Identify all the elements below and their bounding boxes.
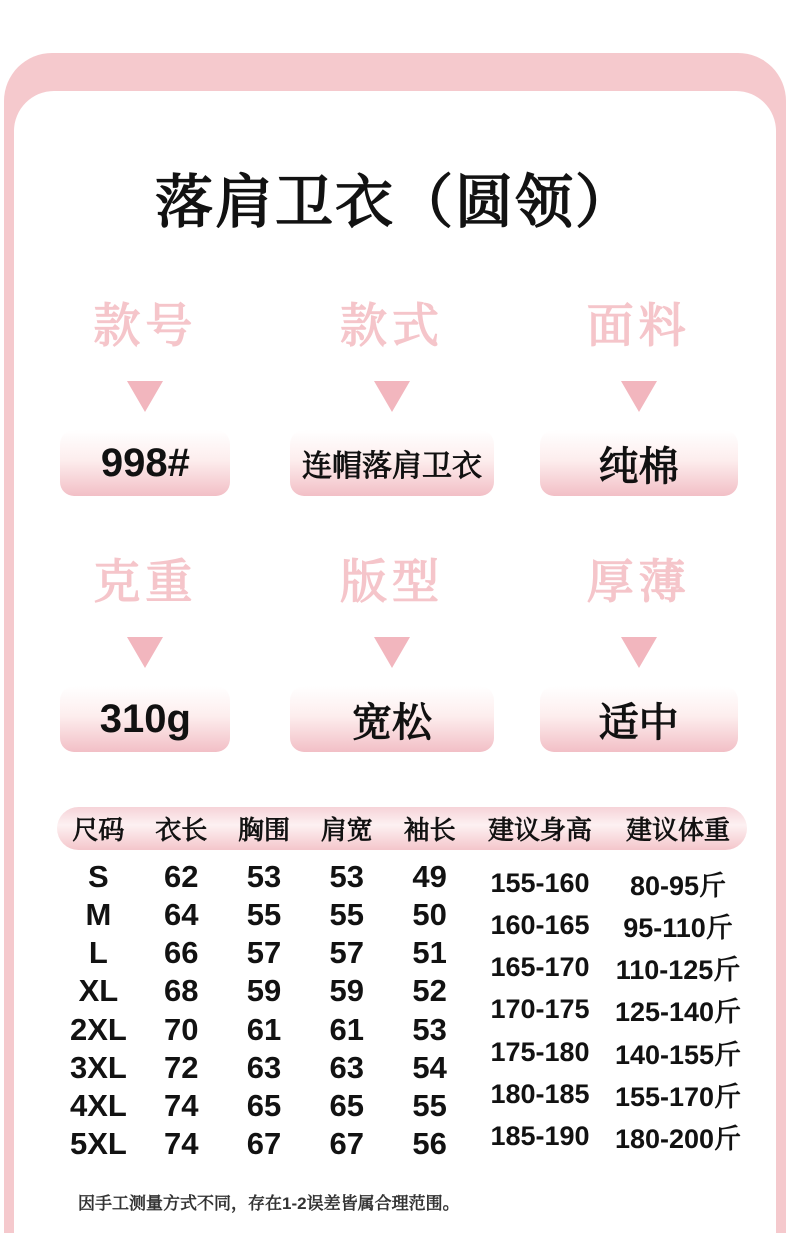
shoulder-cell: 57	[329, 935, 365, 971]
attribute-row-1	[14, 289, 776, 496]
length-cell: 74	[163, 1087, 199, 1123]
suggested-weight-cell: 110-125斤	[615, 955, 741, 986]
suggestion-row	[471, 1117, 747, 1156]
attribute-label: 面料	[586, 299, 691, 352]
page-title: 落肩卫衣（圆领）	[154, 170, 635, 235]
attribute-value-pill: 适中	[540, 686, 738, 752]
suggested-height-cell: 180-185	[490, 1078, 590, 1109]
bust-cell: 53	[246, 859, 282, 894]
table-row	[57, 1126, 471, 1162]
suggested-weight-cell: 140-155斤	[614, 1039, 742, 1070]
suggested-weight-cell: 95-110斤	[623, 913, 733, 944]
header-cell-suggested-weight: 建议体重	[625, 815, 730, 845]
size-cell: L	[88, 935, 108, 971]
attribute-label: 款号	[93, 299, 198, 352]
shoulder-cell: 61	[329, 1011, 365, 1047]
down-arrow-icon	[374, 637, 410, 668]
sleeve-cell: 51	[412, 935, 447, 971]
suggestion-row	[471, 990, 747, 1029]
attribute-value-pill: 998#	[60, 430, 230, 496]
bust-cell: 67	[246, 1125, 282, 1161]
table-row	[57, 859, 471, 895]
measurement-note: 因手工测量方式不同，存在1-2误差皆属合理范围。	[78, 1194, 460, 1213]
sleeve-cell: 49	[412, 859, 447, 894]
attribute-style	[269, 289, 516, 496]
attribute-value-pill: 连帽落肩卫衣	[290, 430, 494, 496]
length-cell: 64	[163, 897, 199, 933]
length-cell: 74	[163, 1125, 199, 1161]
size-cell: XL	[78, 973, 119, 1009]
attribute-value-pill: 宽松	[290, 686, 494, 752]
sleeve-cell: 52	[412, 973, 447, 1009]
suggested-height-cell: 165-170	[490, 952, 590, 983]
shoulder-cell: 67	[329, 1125, 365, 1161]
suggested-weight-cell: 125-140斤	[614, 997, 742, 1028]
bust-cell: 57	[246, 935, 282, 971]
shoulder-cell: 53	[329, 859, 365, 894]
table-row	[57, 897, 471, 933]
table-row	[57, 1012, 471, 1048]
size-cell: S	[88, 859, 109, 894]
attribute-value-pill: 纯棉	[540, 430, 738, 496]
size-table-body	[57, 856, 747, 1168]
size-table	[57, 807, 747, 1168]
bust-cell: 63	[246, 1049, 282, 1085]
size-cell: 2XL	[69, 1011, 127, 1047]
size-cell: M	[85, 897, 112, 933]
down-arrow-icon	[374, 381, 410, 412]
pink-background-panel	[4, 53, 786, 1233]
suggested-height-cell: 185-190	[490, 1120, 590, 1151]
attribute-fabric	[515, 289, 762, 496]
suggested-height-cell: 160-165	[490, 910, 590, 941]
table-row	[57, 1050, 471, 1086]
attribute-thickness	[515, 545, 762, 752]
attribute-label: 克重	[93, 555, 198, 608]
header-cell-size: 尺码	[72, 815, 125, 845]
down-arrow-icon	[127, 381, 163, 412]
attribute-row-2	[14, 545, 776, 752]
length-cell: 70	[163, 1011, 199, 1047]
table-row	[57, 973, 471, 1009]
header-cell-length: 衣长	[155, 815, 208, 845]
attribute-label: 版型	[340, 555, 444, 608]
suggestion-row	[471, 1033, 747, 1072]
sleeve-cell: 53	[412, 1011, 447, 1047]
suggested-weight-cell: 180-200斤	[614, 1123, 742, 1154]
bust-cell: 61	[246, 1011, 282, 1047]
suggestion-row	[471, 1075, 747, 1114]
suggested-height-cell: 170-175	[490, 994, 590, 1025]
suggested-weight-cell: 155-170斤	[614, 1081, 742, 1112]
header-cell-bust: 胸围	[237, 815, 290, 845]
sleeve-cell: 55	[412, 1087, 447, 1123]
shoulder-cell: 65	[329, 1087, 365, 1123]
size-table-header	[57, 807, 747, 850]
attribute-fit	[269, 545, 516, 752]
sleeve-cell: 54	[412, 1049, 447, 1085]
suggested-height-cell: 155-160	[490, 868, 590, 898]
sleeve-cell: 50	[412, 897, 447, 933]
suggestion-row	[471, 864, 747, 903]
size-cell: 3XL	[69, 1049, 127, 1085]
attribute-value-pill: 310g	[60, 686, 230, 752]
attribute-label: 款式	[340, 299, 444, 352]
header-cell-shoulder: 肩宽	[320, 815, 373, 845]
attribute-label: 厚薄	[586, 555, 691, 608]
length-cell: 68	[163, 973, 199, 1009]
down-arrow-icon	[127, 637, 163, 668]
measurement-rows	[57, 856, 471, 1168]
length-cell: 66	[163, 935, 199, 971]
suggested-height-cell: 175-180	[490, 1036, 590, 1067]
sleeve-cell: 56	[412, 1125, 447, 1161]
shoulder-cell: 59	[329, 973, 365, 1009]
table-row	[57, 1088, 471, 1124]
length-cell: 72	[163, 1049, 199, 1085]
length-cell: 62	[163, 859, 199, 894]
size-cell: 4XL	[69, 1087, 127, 1123]
suggestion-row	[471, 906, 747, 945]
bust-cell: 59	[246, 973, 282, 1009]
attribute-style-number	[22, 289, 269, 496]
header-cell-sleeve: 袖长	[403, 815, 456, 845]
header-cell-suggested-height: 建议身高	[487, 815, 592, 845]
bust-cell: 65	[246, 1087, 282, 1123]
shoulder-cell: 55	[329, 897, 365, 933]
suggestion-rows	[471, 856, 747, 1168]
down-arrow-icon	[621, 381, 657, 412]
bust-cell: 55	[246, 897, 282, 933]
size-cell: 5XL	[69, 1125, 127, 1161]
product-info-card	[14, 91, 776, 1233]
attribute-weight	[22, 545, 269, 752]
table-row	[57, 935, 471, 971]
down-arrow-icon	[621, 637, 657, 668]
suggestion-row	[471, 948, 747, 987]
suggested-weight-cell: 80-95斤	[629, 871, 727, 901]
shoulder-cell: 63	[329, 1049, 365, 1085]
